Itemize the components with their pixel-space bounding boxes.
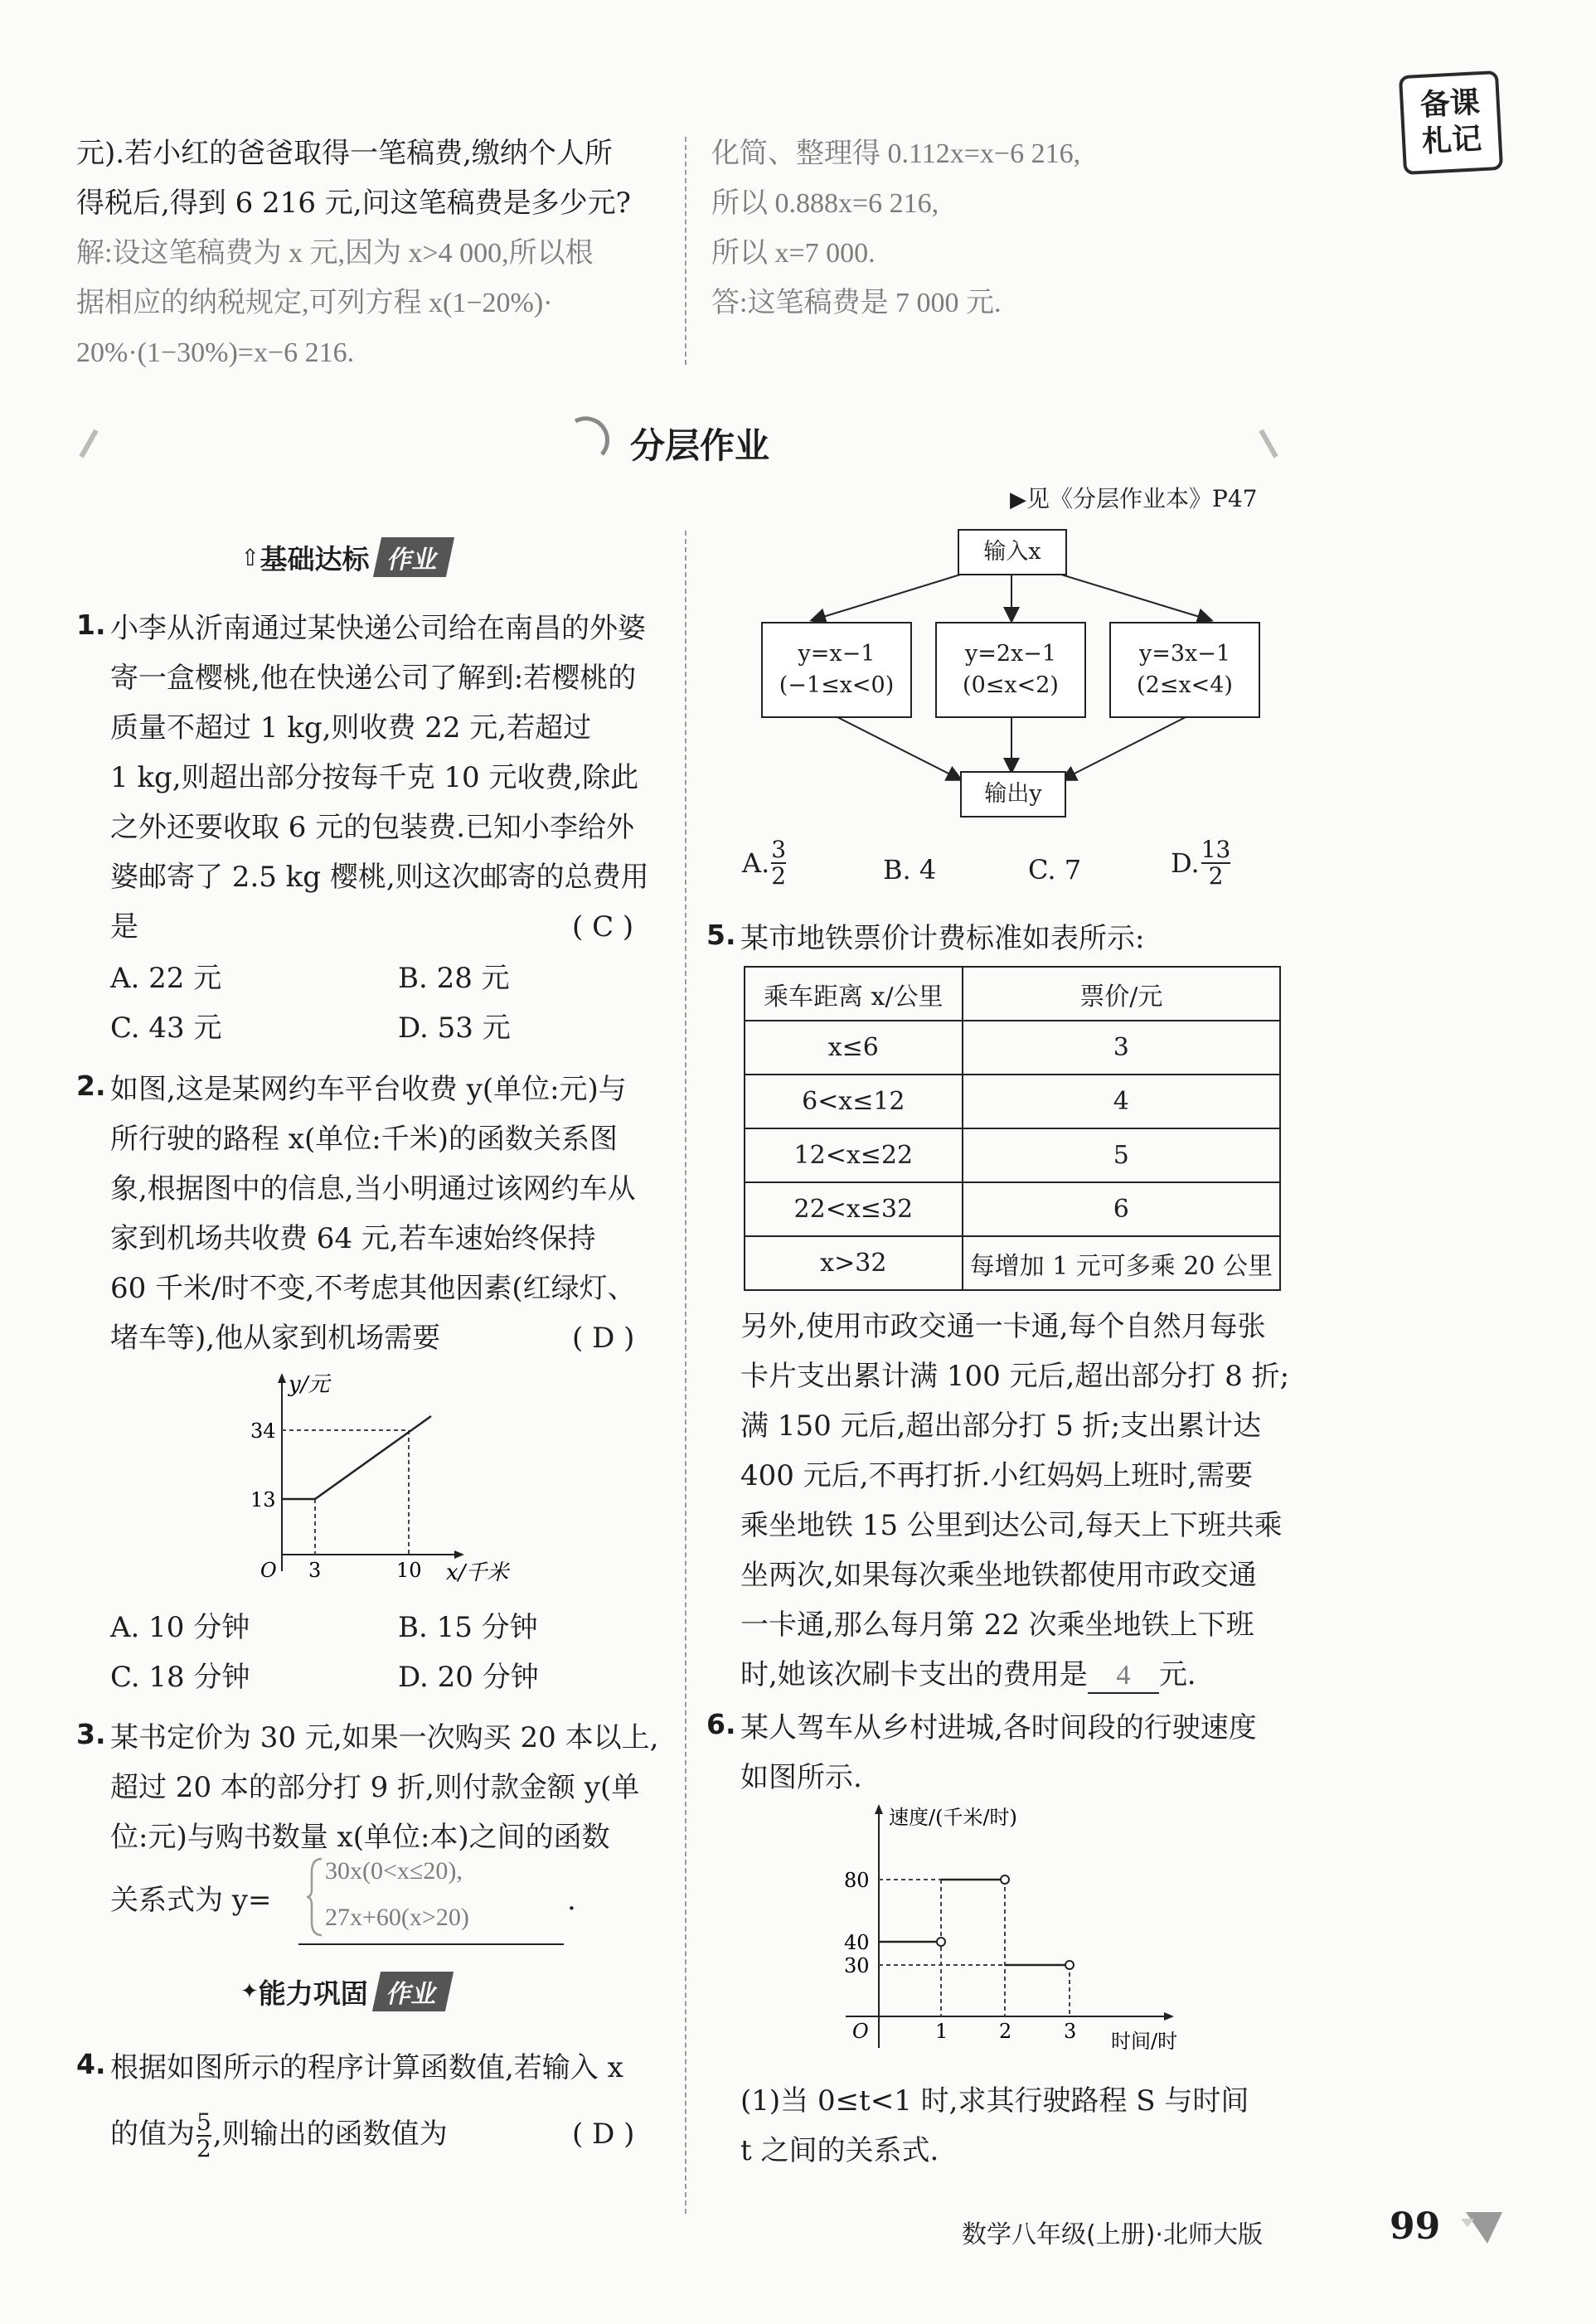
q4-option-d-den: 2 bbox=[1208, 862, 1224, 890]
flow-branch-3 bbox=[1109, 622, 1260, 718]
column-divider bbox=[685, 531, 686, 2214]
q2-y-tick-34: 34 bbox=[250, 1419, 276, 1443]
table-row bbox=[745, 1075, 1280, 1128]
table-cell: x>32 bbox=[745, 1236, 963, 1290]
q5-after-line: 坐两次,如果每次乘坐地铁都使用市政交通 bbox=[740, 1559, 1257, 1592]
q1-option-c: C. 43 元 bbox=[110, 1012, 222, 1045]
section-title: 分层作业 bbox=[630, 425, 770, 466]
puzzle-icon: ✦ bbox=[240, 1979, 259, 2004]
q6-sub-1: (1)当 0≤t<1 时,求其行驶路程 S 与时间 bbox=[740, 2084, 1249, 2118]
q2-segment-rise bbox=[315, 1416, 431, 1499]
q2-option-a: A. 10 分钟 bbox=[110, 1611, 250, 1644]
q2-line: 60 千米/时不变,不考虑其他因素(红绿灯、 bbox=[110, 1272, 636, 1305]
badge-ability bbox=[240, 1972, 449, 2011]
q4-option-a bbox=[742, 837, 788, 889]
q5-after-line: 乘坐地铁 15 公里到达公司,每天上下班共乘 bbox=[740, 1509, 1283, 1542]
intro-right-2: 所以 0.888x=6 216, bbox=[711, 188, 939, 219]
intro-right-4: 答:这笔稿费是 7 000 元. bbox=[711, 288, 1002, 318]
q4-option-a-label: A. bbox=[742, 847, 770, 879]
q4-line-2-pre: 的值为 bbox=[110, 2118, 195, 2151]
stamp-line-2: 札记 bbox=[1421, 122, 1483, 159]
q5-last-line bbox=[740, 1650, 1196, 1701]
q1-option-a: A. 22 元 bbox=[110, 962, 222, 995]
q2-y-label: y/元 bbox=[289, 1372, 330, 1397]
q4-option-c: C. 7 bbox=[1028, 854, 1082, 885]
reference-text: 见《分层作业本》P47 bbox=[1026, 485, 1258, 512]
table-header-cell: 票价/元 bbox=[963, 967, 1280, 1021]
q3-line: 某书定价为 30 元,如果一次购买 20 本以上, bbox=[110, 1721, 659, 1754]
q6-open-dot-1 bbox=[937, 1938, 945, 1946]
q2-line: 所行驶的路程 x(单位:千米)的函数关系图 bbox=[110, 1123, 618, 1156]
intro-right-1: 化简、整理得 0.112x=x−6 216, bbox=[711, 138, 1081, 169]
q6-x-tick-3: 3 bbox=[1064, 2020, 1077, 2043]
intro-solution-1: 解:设这笔稿费为 x 元,因为 x>4 000,所以根 bbox=[76, 238, 594, 269]
flow-branch-1-formula: y=x−1 bbox=[798, 641, 876, 667]
flow-output-text: 输出y bbox=[984, 781, 1042, 807]
table-cell: x≤6 bbox=[745, 1021, 963, 1075]
flow-branch-2 bbox=[935, 622, 1086, 718]
badge-basic-title: 基础达标 bbox=[260, 542, 370, 575]
intro-divider bbox=[685, 137, 686, 365]
q2-x-arrow bbox=[454, 1550, 464, 1559]
q5-after-line: 卡片支出累计满 100 元后,超出部分打 8 折; bbox=[740, 1360, 1290, 1393]
intro-solution-3: 20%·(1−30%)=x−6 216. bbox=[76, 337, 355, 368]
table-cell: 6 bbox=[963, 1182, 1280, 1236]
q2-line: 如图,这是某网约车平台收费 y(单位:元)与 bbox=[110, 1073, 627, 1106]
intro-solution-2: 据相应的纳税规定,可列方程 x(1−20%)· bbox=[76, 288, 553, 318]
up-arrow-icon: ⇧ bbox=[240, 543, 260, 571]
q6-y-label: 速度/(千米/时) bbox=[889, 1806, 1017, 1829]
q2-graph bbox=[240, 1368, 539, 1584]
q5-last-post: 元. bbox=[1158, 1658, 1196, 1691]
table-cell: 3 bbox=[963, 1021, 1280, 1075]
q3-case-2: 27x+60(x>20) bbox=[325, 1904, 469, 1931]
intro-line-2: 得税后,得到 6 216 元,问这笔稿费是多少元? bbox=[76, 187, 631, 220]
table-cell: 5 bbox=[963, 1128, 1280, 1182]
q6-y-tick-40: 40 bbox=[844, 1931, 870, 1954]
stamp-line-1: 备课 bbox=[1419, 85, 1481, 123]
q4-line-1: 根据如图所示的程序计算函数值,若输入 x bbox=[110, 2051, 623, 2084]
q6-sub-2: t 之间的关系式. bbox=[740, 2134, 939, 2167]
q2-answer: ( D ) bbox=[572, 1322, 635, 1355]
q1-number: 1. bbox=[76, 609, 106, 641]
q4-option-d bbox=[1171, 837, 1232, 889]
q6-x-tick-2: 2 bbox=[999, 2020, 1012, 2043]
q6-line-2: 如图所示. bbox=[740, 1761, 862, 1794]
flow-branch-2-range: (0≤x<2) bbox=[963, 672, 1059, 698]
table-cell: 22<x≤32 bbox=[745, 1182, 963, 1236]
q6-x-arrow bbox=[1164, 2012, 1174, 2021]
q1-line: 之外还要收取 6 元的包装费.已知小李给外 bbox=[110, 811, 635, 844]
q3-prefix: 关系式为 y= bbox=[110, 1884, 272, 1917]
q6-y-tick-30: 30 bbox=[844, 1954, 870, 1977]
page-number: 99 bbox=[1390, 2205, 1441, 2248]
q6-open-dot-2 bbox=[1001, 1875, 1009, 1884]
q5-after-line: 400 元后,不再打折.小红妈妈上班时,需要 bbox=[740, 1459, 1254, 1492]
q4-option-a-num: 3 bbox=[771, 836, 787, 863]
q6-open-dot-3 bbox=[1065, 1961, 1074, 1969]
badge-basic bbox=[240, 537, 450, 577]
q4-answer: ( D ) bbox=[572, 2118, 635, 2151]
table-cell: 每增加 1 元可多乘 20 公里 bbox=[963, 1236, 1280, 1290]
table-header-row bbox=[745, 967, 1280, 1021]
footer-deco-icon bbox=[1458, 2207, 1507, 2249]
flow-input-box bbox=[958, 529, 1067, 575]
table-cell: 12<x≤22 bbox=[745, 1128, 963, 1182]
q2-y-arrow bbox=[278, 1373, 286, 1383]
q3-line: 位:元)与购书数量 x(单位:本)之间的函数 bbox=[110, 1821, 610, 1854]
q5-number: 5. bbox=[706, 919, 736, 951]
flow-input-text: 输入x bbox=[983, 539, 1041, 565]
q4-option-d-frac bbox=[1201, 837, 1231, 889]
section-deco-right bbox=[1256, 427, 1281, 460]
q2-origin: O bbox=[260, 1559, 277, 1582]
q5-answer-blank: 4 bbox=[1088, 1659, 1159, 1694]
q4-option-d-num: 13 bbox=[1201, 836, 1231, 863]
q6-y-tick-80: 80 bbox=[844, 1869, 870, 1892]
flow-branch-3-formula: y=3x−1 bbox=[1138, 641, 1231, 667]
q6-number: 6. bbox=[706, 1708, 736, 1740]
intro-line-1: 元).若小红的爸爸取得一笔稿费,缴纳个人所 bbox=[76, 137, 613, 170]
table-row bbox=[745, 1182, 1280, 1236]
q5-after-line: 另外,使用市政交通一卡通,每个自然月每张 bbox=[740, 1310, 1266, 1343]
q5-line: 某市地铁票价计费标准如表所示: bbox=[740, 922, 1145, 955]
q2-x-label: x/千米 bbox=[446, 1560, 509, 1584]
badge-basic-tag: 作业 bbox=[373, 537, 454, 577]
q1-answer: ( C ) bbox=[572, 910, 634, 944]
reference-note bbox=[1010, 481, 1257, 514]
table-row bbox=[745, 1021, 1280, 1075]
q2-number: 2. bbox=[76, 1070, 106, 1102]
table-header-cell: 乘车距离 x/公里 bbox=[745, 967, 963, 1021]
q4-frac-num: 5 bbox=[196, 2108, 211, 2136]
q1-option-b: B. 28 元 bbox=[398, 962, 510, 995]
section-swirl-icon bbox=[569, 413, 610, 463]
q4-option-b: B. 4 bbox=[883, 854, 937, 885]
q2-option-b: B. 15 分钟 bbox=[398, 1611, 538, 1644]
q2-line: 家到机场共收费 64 元,若车速始终保持 bbox=[110, 1222, 596, 1255]
q4-line-2-post: ,则输出的函数值为 bbox=[212, 2118, 448, 2151]
q4-line-2 bbox=[110, 2109, 448, 2161]
flow-branch-3-range: (2≤x<4) bbox=[1137, 672, 1233, 698]
q6-graph bbox=[829, 1799, 1210, 2064]
q6-origin: O bbox=[852, 2020, 869, 2043]
q1-line: 婆邮寄了 2.5 kg 樱桃,则这次邮寄的总费用 bbox=[110, 861, 649, 894]
q5-after-line: 满 150 元后,超出部分打 5 折;支出累计达 bbox=[740, 1409, 1262, 1443]
q2-line: 堵车等),他从家到机场需要 bbox=[110, 1322, 441, 1355]
q4-frac-den: 2 bbox=[196, 2135, 211, 2162]
q4-option-a-den: 2 bbox=[771, 862, 787, 890]
q2-option-c: C. 18 分钟 bbox=[110, 1661, 250, 1694]
q2-y-tick-13: 13 bbox=[250, 1488, 276, 1511]
table-row bbox=[745, 1128, 1280, 1182]
play-triangle-icon: ▶ bbox=[1010, 488, 1026, 512]
footer-book-title: 数学八年级(上册)·北师大版 bbox=[962, 2220, 1263, 2249]
q4-option-d-label: D. bbox=[1171, 847, 1200, 879]
flow-output-box bbox=[960, 771, 1066, 818]
q5-after-line: 一卡通,那么每月第 22 次乘坐地铁上下班 bbox=[740, 1608, 1254, 1642]
q4-fraction bbox=[196, 2110, 211, 2161]
q2-x-tick-10: 10 bbox=[396, 1559, 422, 1582]
q6-y-arrow bbox=[875, 1804, 883, 1814]
flow-branch-1-range: (−1≤x<0) bbox=[779, 672, 895, 698]
badge-ability-title: 能力巩固 bbox=[258, 1977, 368, 2010]
q1-line: 1 kg,则超出部分按每千克 10 元收费,除此 bbox=[110, 761, 639, 794]
table-row bbox=[745, 1236, 1280, 1290]
fare-table bbox=[744, 966, 1281, 1291]
q3-line: 超过 20 本的部分打 9 折,则付款金额 y(单 bbox=[110, 1771, 640, 1804]
q3-brace bbox=[305, 1856, 327, 1938]
q3-answer-underline bbox=[298, 1943, 564, 1945]
q5-last-pre: 时,她该次刷卡支出的费用是 bbox=[740, 1658, 1088, 1691]
q6-line-1: 某人驾车从乡村进城,各时间段的行驶速度 bbox=[740, 1711, 1257, 1744]
q2-x-tick-3: 3 bbox=[308, 1559, 322, 1582]
q6-x-label: 时间/时 bbox=[1111, 2030, 1178, 2053]
q6-x-tick-1: 1 bbox=[935, 2020, 948, 2043]
q1-line: 质量不超过 1 kg,则收费 22 元,若超过 bbox=[110, 711, 592, 745]
section-deco-left bbox=[76, 427, 101, 460]
q4-option-a-frac bbox=[771, 837, 786, 889]
flow-branch-2-formula: y=2x−1 bbox=[964, 641, 1057, 667]
q1-line: 是 bbox=[110, 910, 138, 944]
q1-line: 小李从沂南通过某快递公司给在南昌的外婆 bbox=[110, 612, 646, 645]
table-cell: 6<x≤12 bbox=[745, 1075, 963, 1128]
q1-line: 寄一盒樱桃,他在快递公司了解到:若樱桃的 bbox=[110, 662, 637, 695]
q4-number: 4. bbox=[76, 2048, 106, 2080]
intro-right-3: 所以 x=7 000. bbox=[711, 238, 876, 269]
badge-ability-tag: 作业 bbox=[372, 1972, 454, 2011]
corner-stamp bbox=[1399, 70, 1503, 175]
q3-case-1: 30x(0<x≤20), bbox=[325, 1857, 463, 1885]
q2-line: 象,根据图中的信息,当小明通过该网约车从 bbox=[110, 1172, 636, 1206]
flow-branch-1 bbox=[761, 622, 912, 718]
q2-option-d: D. 20 分钟 bbox=[398, 1661, 539, 1694]
q3-number: 3. bbox=[76, 1718, 106, 1750]
q3-suffix: . bbox=[567, 1884, 576, 1917]
q1-option-d: D. 53 元 bbox=[398, 1012, 511, 1045]
table-cell: 4 bbox=[963, 1075, 1280, 1128]
